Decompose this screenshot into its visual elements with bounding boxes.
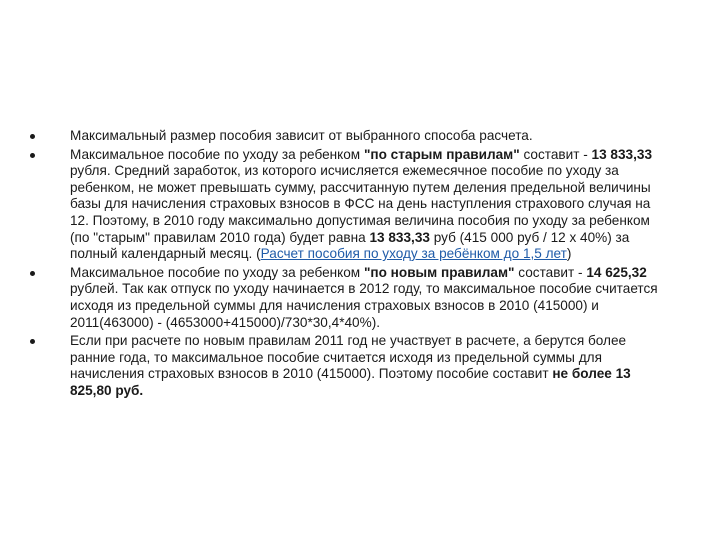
calculation-link[interactable]: Расчет пособия по уходу за ребёнком до 1,5 лет <box>260 246 567 262</box>
bullet-text: Если при расчете по новым правилам 2011 год не участвует в расчете, а берутся более ранние года, то максимальное пособие считается исходя из предельной суммы для начисления страховых взносов в 2010 (415000). Поэтому пособие составит <box>70 333 627 382</box>
bullet-list <box>28 128 668 400</box>
bold-text: "по старым правилам" <box>363 146 520 162</box>
bullet-dot-icon <box>30 339 35 344</box>
bullet-dot-icon <box>30 271 35 276</box>
bullet-text: составит - <box>519 146 592 162</box>
bullet-text: ) <box>566 246 572 262</box>
bullet-dot-icon <box>30 134 35 139</box>
bold-text: "по новым правилам" <box>363 264 515 280</box>
bullet-text: руб (415 000 руб / 12 х 40%) за полный календарный месяц. ( <box>70 229 630 262</box>
bullet-dot-icon <box>30 153 35 158</box>
bullet-text: рубля. Средний заработок, из которого исчисляется ежемесячное пособие по уходу за ребенком, не может превышать сумму, рассчитанную путем деления предельной величины базы для начисления страховых взносов в ФСС на день наступления страхового случая на 12. Поэтому, в 2010 году максимально допустимая величина пособия по уходу за ребенком (по "старым" правилам 2010 года) будет равна <box>70 163 651 245</box>
bullet-item <box>28 147 668 263</box>
bullet-item <box>28 128 668 145</box>
bullet-text: составит - <box>514 264 587 280</box>
bold-amount: не более 13 825,80 руб. <box>70 366 631 398</box>
bold-amount: 13 833,33 <box>369 229 430 245</box>
bullet-item <box>28 265 668 331</box>
bullet-text: Максимальный размер пособия зависит от выбранного способа расчета. <box>70 128 533 143</box>
bullet-text: Максимальное пособие по уходу за ребенком <box>70 146 364 162</box>
bullet-text: Максимальное пособие по уходу за ребенком <box>70 264 364 280</box>
bold-amount: 14 625,32 <box>586 264 647 280</box>
bullet-item <box>28 333 668 399</box>
bullet-text: рублей. Так как отпуск по уходу начинается в 2012 году, то максимальное пособие считается исходя из предельной суммы для начисления страховых взносов в 2010 (415000) и 2011(463000) - (4653000+415000)/730*30,4*40%). <box>70 281 658 330</box>
bold-amount: 13 833,33 <box>591 146 653 162</box>
